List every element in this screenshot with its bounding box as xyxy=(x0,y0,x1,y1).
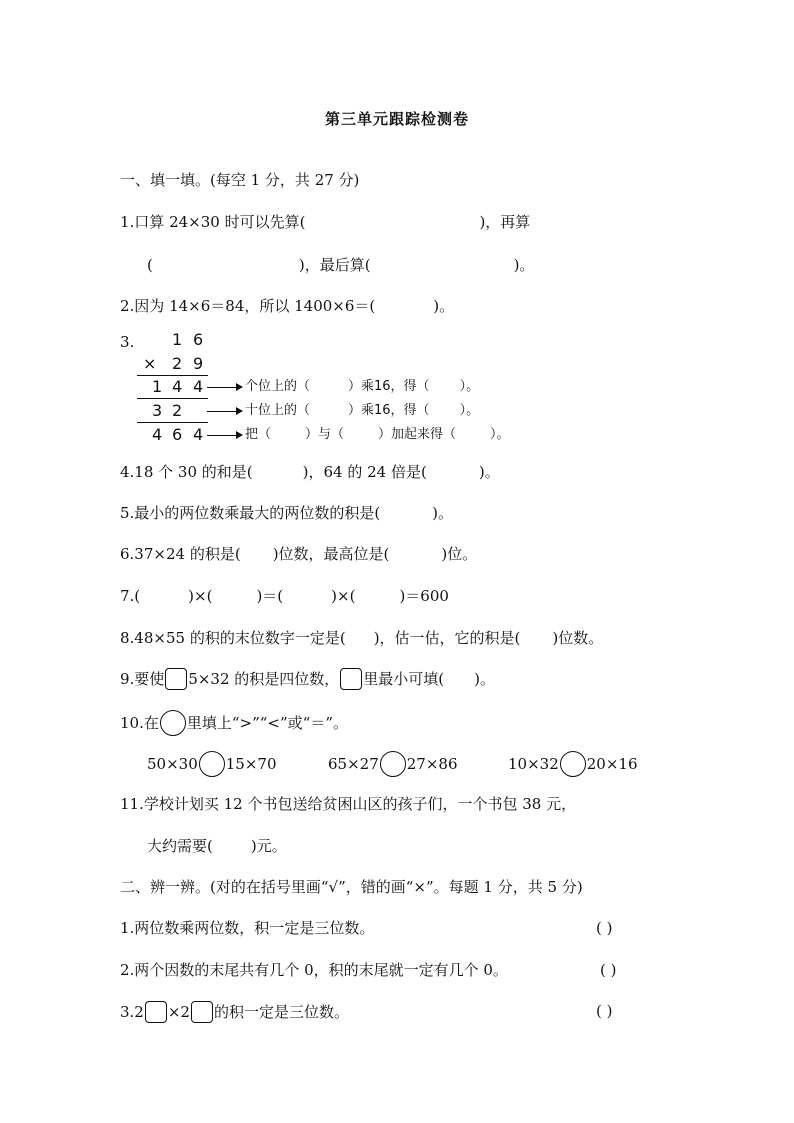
q1-text-b: )，再算 xyxy=(479,213,531,231)
arrow-icon xyxy=(207,435,241,436)
q11-line2 xyxy=(147,836,287,856)
s2-q3-line xyxy=(120,1001,349,1023)
q9-text-a: 9.要使 xyxy=(120,670,165,688)
q7-text-a: 7.( xyxy=(120,587,141,605)
q1-text-c: ( xyxy=(147,256,153,274)
q3-row3-digit: 6 xyxy=(172,425,183,444)
q11-text-c: )元。 xyxy=(250,837,287,855)
q4-text-b: )，64 的 24 倍是( xyxy=(302,463,427,481)
q3-top-digit: 1 xyxy=(172,330,183,349)
s2-q1-answer-paren[interactable]: ( ) xyxy=(596,919,613,937)
compare-circle[interactable] xyxy=(560,751,586,777)
q10-c2-left: 65×27 xyxy=(328,755,379,773)
q11-line1: 11.学校计划买 12 个书包送给贫困山区的孩子们，一个书包 38 元， xyxy=(120,795,577,813)
answer-box xyxy=(340,668,362,690)
q10-c1-left: 50×30 xyxy=(147,755,198,773)
q1-text-e: )。 xyxy=(513,256,535,274)
q1-text-d: )，最后算( xyxy=(298,256,371,274)
q3-row3-digit: 4 xyxy=(193,425,204,444)
answer-box[interactable] xyxy=(165,668,187,690)
q10-line1 xyxy=(120,710,348,736)
s2-q3-text-a: 3.2 xyxy=(120,1003,144,1021)
q9-text-d: )。 xyxy=(474,670,495,688)
q3-note3-a: 把（ xyxy=(245,427,272,442)
q10-compare-2 xyxy=(328,751,458,777)
q3-rule-3 xyxy=(137,422,208,423)
q3-note3-b: ）与（ xyxy=(305,427,345,442)
s2-q2-text: 2.两个因数的末尾共有几个 0，积的末尾就一定有几个 0。 xyxy=(120,961,508,979)
q6-text-c: )位。 xyxy=(441,545,478,563)
q5-text-a: 5.最小的两位数乘最大的两位数的积是( xyxy=(120,504,381,522)
q10-compare-1 xyxy=(147,751,277,777)
q8-text-a: 8.48×55 的积的末位数字一定是( xyxy=(120,629,346,647)
q10-text-a: 10.在 xyxy=(120,714,159,732)
q3-note3-d: ）。 xyxy=(490,427,510,442)
compare-circle[interactable] xyxy=(380,751,406,777)
q10-text-b: 里填上“>”“<”或“＝”。 xyxy=(186,714,349,732)
q3-note2-b: ）乘16，得（ xyxy=(348,403,430,418)
arrow-icon xyxy=(207,411,241,412)
q7-line xyxy=(120,586,449,606)
q3-row3-digit: 4 xyxy=(152,425,163,444)
q4-line xyxy=(120,462,500,482)
arrow-icon xyxy=(207,387,241,388)
section2-heading: 二、辨一辨。(对的在括号里画“√”，错的画“×”。每题 1 分，共 5 分) xyxy=(120,878,583,896)
q5-line xyxy=(120,503,453,523)
q4-text-a: 4.18 个 30 的和是( xyxy=(120,463,253,481)
compare-circle xyxy=(160,710,186,736)
q3-bottom-digit: 2 xyxy=(172,354,183,373)
q10-c3-right: 20×16 xyxy=(586,755,638,773)
compare-circle[interactable] xyxy=(199,751,225,777)
q10-c3-left: 10×32 xyxy=(508,755,559,773)
q1-text-a: 1.口算 24×30 时可以先算( xyxy=(120,213,306,231)
q3-note1 xyxy=(245,377,479,397)
s2-q3-answer-paren[interactable]: ( ) xyxy=(596,1002,613,1020)
q10-c2-right: 27×86 xyxy=(406,755,458,773)
s2-q1-text: 1.两位数乘两位数，积一定是三位数。 xyxy=(120,919,375,937)
q6-text-a: 6.37×24 的积是( xyxy=(120,545,241,563)
q3-multiply-sign: × xyxy=(143,354,157,373)
q7-text-c: )＝( xyxy=(256,587,284,605)
section1-heading: 一、填一填。(每空 1 分，共 27 分) xyxy=(120,171,360,189)
q3-number: 3. xyxy=(120,333,135,351)
q3-row1-digit: 4 xyxy=(193,377,204,396)
s2-q2-answer-paren[interactable]: ( ) xyxy=(600,961,617,979)
q8-text-b: )，估一估，它的积是( xyxy=(373,629,521,647)
q3-note2-a: 十位上的（ xyxy=(245,403,311,418)
q3-note1-a: 个位上的（ xyxy=(245,379,311,394)
q10-c1-right: 15×70 xyxy=(225,755,277,773)
q10-compare-3 xyxy=(508,751,638,777)
q3-rule-2 xyxy=(137,398,208,399)
q9-text-b: 5×32 的积是四位数， xyxy=(188,670,340,688)
q7-text-e: )＝600 xyxy=(399,587,449,605)
q3-row2-digit: 3 xyxy=(152,401,163,420)
q2-text-b: )。 xyxy=(433,297,455,315)
q2-line xyxy=(120,296,454,316)
q6-text-b: )位数，最高位是( xyxy=(272,545,390,563)
q3-note3 xyxy=(245,425,510,445)
q3-bottom-digit: 9 xyxy=(193,354,204,373)
q8-line xyxy=(120,628,603,648)
q3-row1-digit: 4 xyxy=(172,377,183,396)
page-title: 第三单元跟踪检测卷 xyxy=(324,110,469,128)
q7-text-b: )×( xyxy=(188,587,213,605)
q9-line xyxy=(120,668,495,690)
s2-q3-text-b: ×2 xyxy=(167,1003,190,1021)
q6-line xyxy=(120,544,477,564)
q3-rule-1 xyxy=(137,375,208,376)
s2-q3-text-c: 的积一定是三位数。 xyxy=(213,1003,349,1021)
q1-line2 xyxy=(147,255,534,275)
q3-note2-c: ）。 xyxy=(459,403,480,418)
q3-note3-c: ）加起来得（ xyxy=(378,427,457,442)
answer-box xyxy=(191,1001,213,1023)
q3-row2-digit: 2 xyxy=(172,401,183,420)
q4-text-c: )。 xyxy=(478,463,500,481)
q3-note1-c: ）。 xyxy=(459,379,480,394)
q7-text-d: )×( xyxy=(331,587,356,605)
q8-text-c: )位数。 xyxy=(552,629,604,647)
q2-text-a: 2.因为 14×6＝84，所以 1400×6＝( xyxy=(120,297,376,315)
q11-text-b: 大约需要( xyxy=(147,837,213,855)
q5-text-b: )。 xyxy=(432,504,454,522)
q1-line1 xyxy=(120,212,530,232)
q3-row1-digit: 1 xyxy=(152,377,163,396)
q3-top-digit: 6 xyxy=(193,330,204,349)
q9-text-c: 里最小可填( xyxy=(363,670,445,688)
q3-note1-b: ）乘16，得（ xyxy=(348,379,430,394)
q3-note2 xyxy=(245,401,479,421)
answer-box xyxy=(145,1001,167,1023)
